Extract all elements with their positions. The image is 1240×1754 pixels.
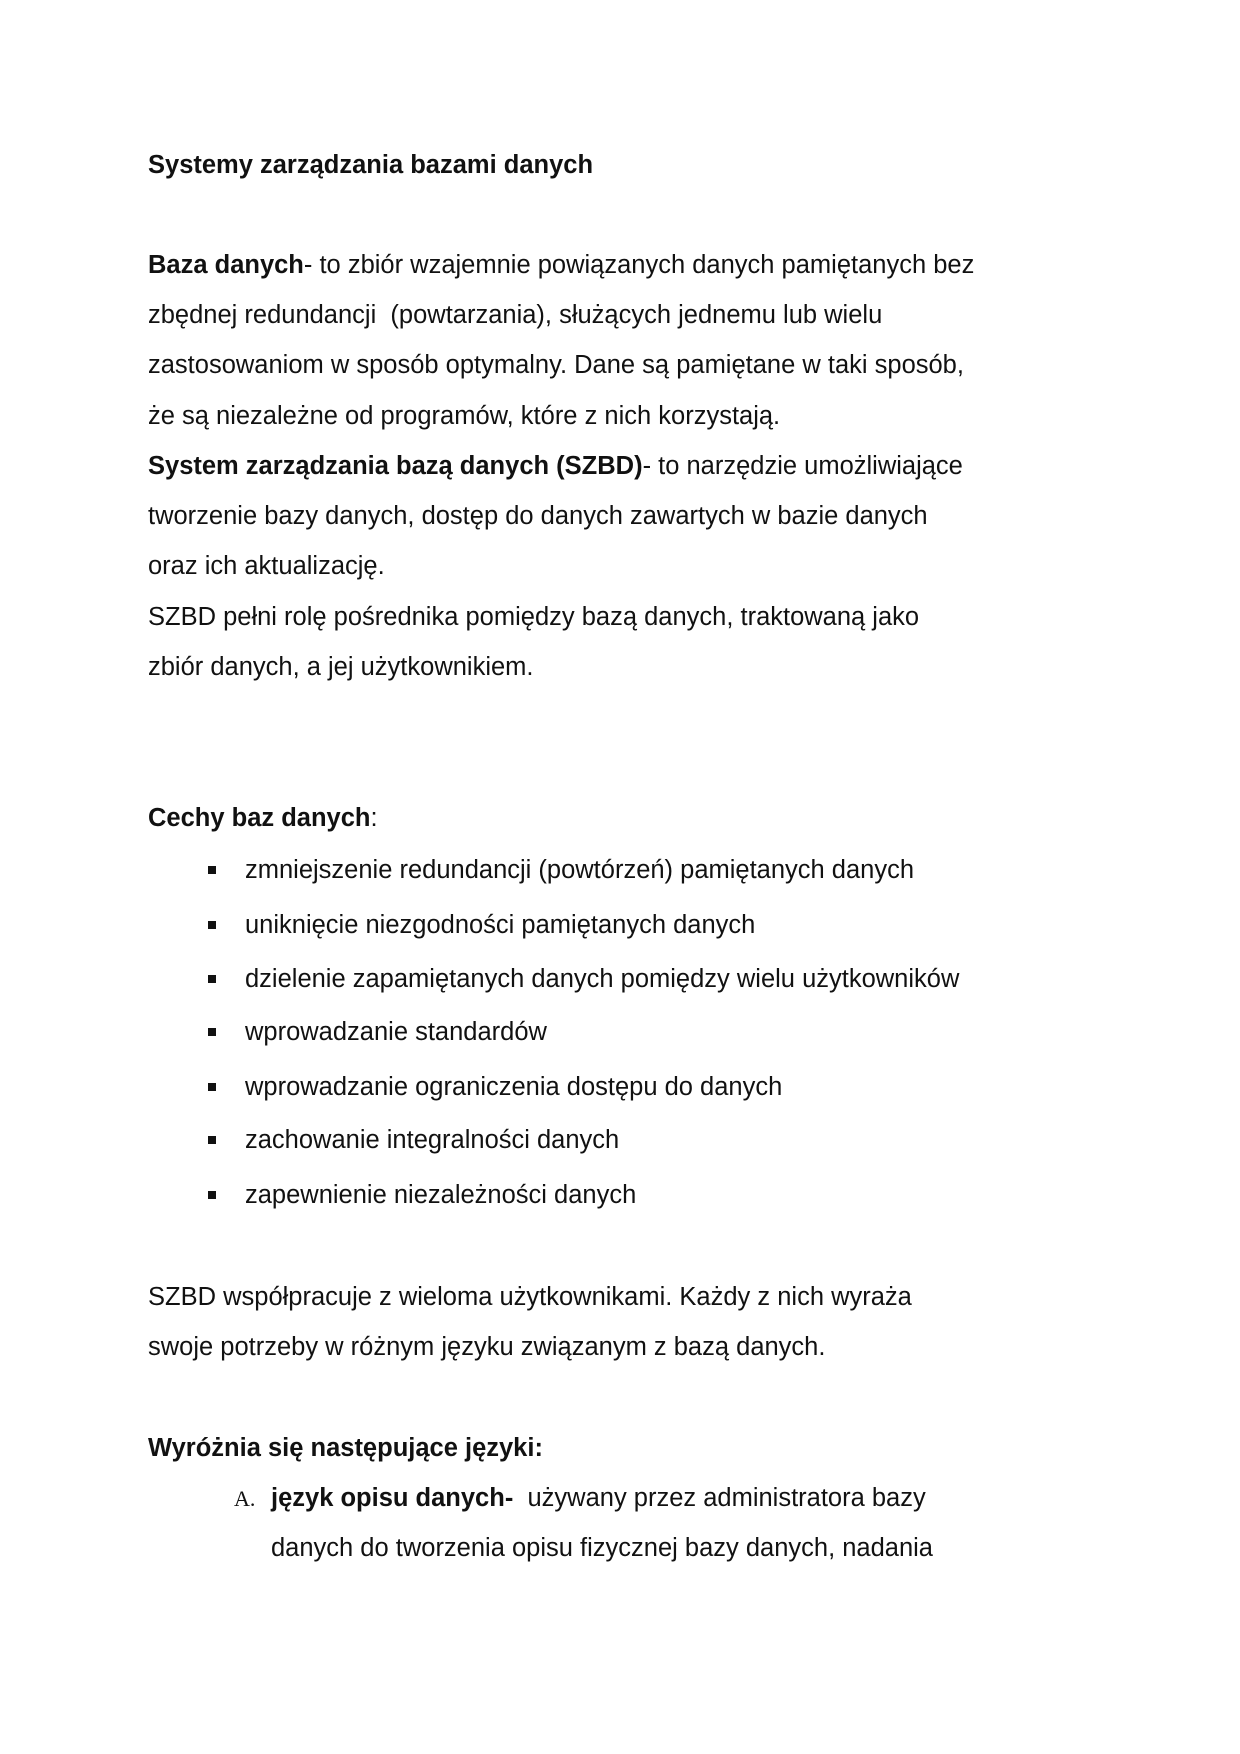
definition-dbms bbox=[148, 451, 963, 481]
heading-text: Wyróżnia się następujące języki: bbox=[148, 1434, 543, 1462]
bullet-icon bbox=[208, 1083, 216, 1091]
list-marker: A. bbox=[234, 1486, 256, 1511]
languages-heading bbox=[148, 1433, 543, 1463]
colon: : bbox=[370, 804, 378, 832]
bullet-icon bbox=[208, 1191, 216, 1199]
heading-text: Cechy baz danych bbox=[148, 804, 371, 832]
bullet-icon bbox=[208, 866, 216, 874]
list-item: uniknięcie niezgodności pamiętanych danych bbox=[245, 911, 756, 939]
features-heading bbox=[148, 803, 378, 833]
paragraph-line: tworzenie bazy danych, dostęp do danych zawartych w bazie danych bbox=[148, 502, 928, 530]
list-item: zachowanie integralności danych bbox=[245, 1126, 620, 1154]
title-text: Systemy zarządzania bazami danych bbox=[148, 151, 594, 179]
paragraph-line: że są niezależne od programów, które z nich korzystają. bbox=[148, 402, 781, 430]
bullet-icon bbox=[208, 1028, 216, 1036]
list-item: dzielenie zapamiętanych danych pomiędzy wielu użytkowników bbox=[245, 965, 960, 993]
list-item: wprowadzanie ograniczenia dostępu do danych bbox=[245, 1073, 783, 1101]
paragraph-line: SZBD pełni rolę pośrednika pomiędzy bazą danych, traktowaną jako bbox=[148, 603, 920, 631]
document-title bbox=[148, 150, 593, 180]
text: - to zbiór wzajemnie powiązanych danych pamiętanych bez bbox=[303, 251, 975, 279]
term: System zarządzania bazą danych (SZBD) bbox=[148, 452, 643, 480]
paragraph-line: swoje potrzeby w różnym języku związanym z bazą danych. bbox=[148, 1333, 826, 1361]
paragraph-line: zbiór danych, a jej użytkownikiem. bbox=[148, 653, 534, 681]
paragraph-line: zastosowaniom w sposób optymalny. Dane są pamiętane w taki sposób, bbox=[148, 351, 964, 379]
term: Baza danych bbox=[148, 251, 304, 279]
list-item: wprowadzanie standardów bbox=[245, 1018, 547, 1046]
bullet-icon bbox=[208, 921, 216, 929]
list-item: zmniejszenie redundancji (powtórzeń) pamiętanych danych bbox=[245, 856, 915, 884]
definition-database bbox=[148, 250, 974, 280]
list-item bbox=[271, 1483, 926, 1513]
list-item: zapewnienie niezależności danych bbox=[245, 1181, 637, 1209]
paragraph-line: zbędnej redundancji (powtarzania), służących jednemu lub wielu bbox=[148, 301, 883, 329]
list-item-continuation: danych do tworzenia opisu fizycznej bazy danych, nadania bbox=[271, 1534, 933, 1562]
term: język opisu danych- bbox=[271, 1484, 514, 1512]
bullet-icon bbox=[208, 1136, 216, 1144]
text: używany przez administratora bazy bbox=[513, 1484, 926, 1512]
text: - to narzędzie umożliwiające bbox=[642, 452, 963, 480]
bullet-icon bbox=[208, 975, 216, 983]
paragraph-line: SZBD współpracuje z wieloma użytkownikami. Każdy z nich wyraża bbox=[148, 1283, 912, 1311]
paragraph-line: oraz ich aktualizację. bbox=[148, 552, 385, 580]
